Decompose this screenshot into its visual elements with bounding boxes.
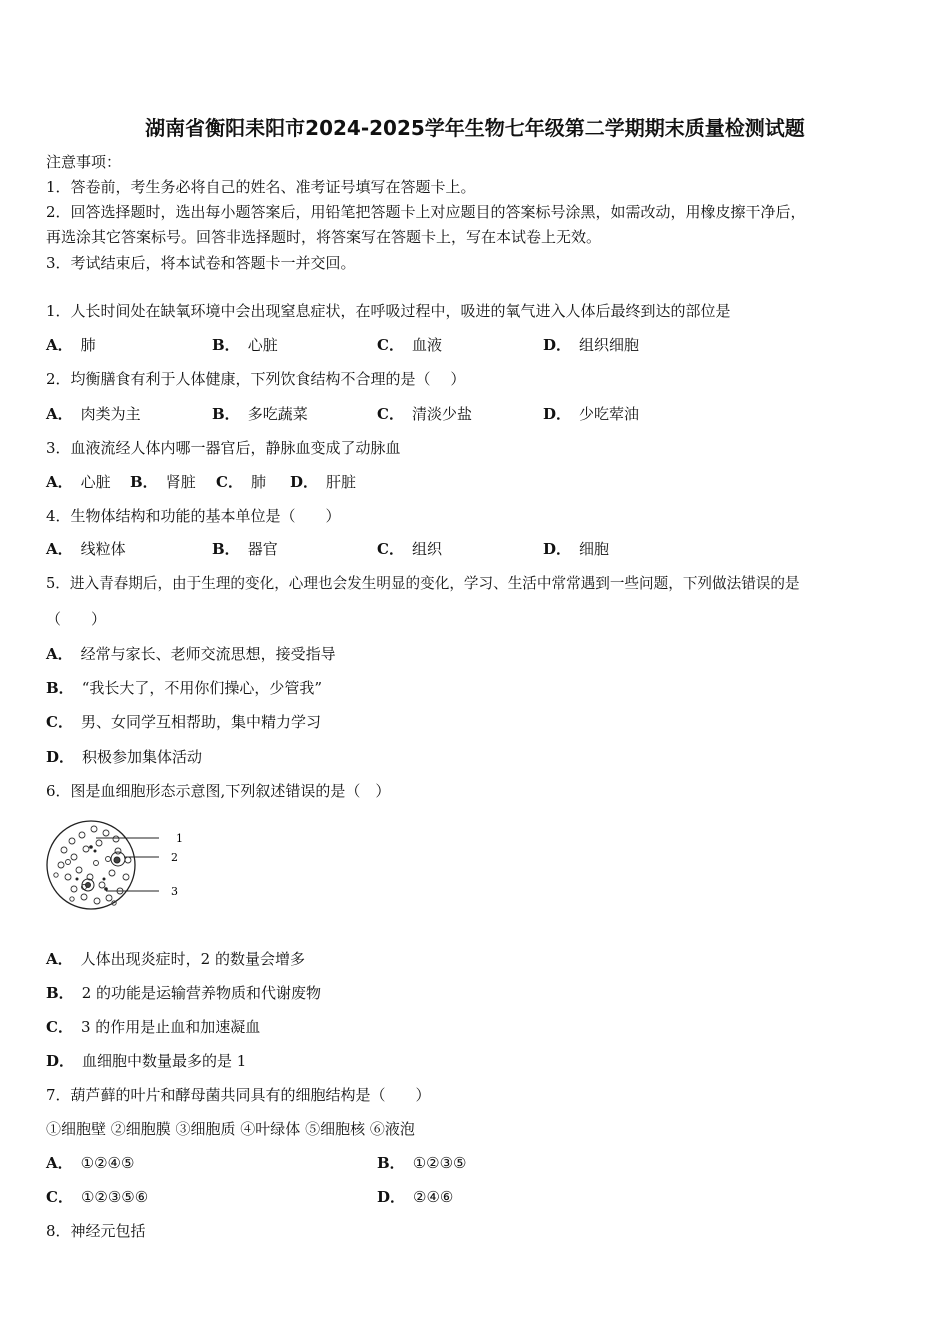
q5-option-c: C． 男、女同学互相帮助，集中精力学习	[46, 713, 321, 731]
question-1-stem: 1．人长时间处在缺氧环境中会出现窒息症状，在呼吸过程中，吸进的氧气进入人体后最终到达的部位是	[46, 302, 731, 320]
question-2-stem: 2．均衡膳食有利于人体健康，下列饮食结构不合理的是（ ）	[46, 370, 466, 388]
diagram-label-1: 1	[176, 832, 183, 845]
q5-option-d: D． 积极参加集体活动	[46, 748, 203, 766]
q1-option-a: A． 肺	[46, 336, 96, 354]
page-title: 湖南省衡阳耒阳市2024-2025学年生物七年级第二学期期末质量检测试题	[145, 116, 805, 140]
q6-option-b: B． 2 的功能是运输营养物质和代谢废物	[46, 984, 322, 1002]
question-8-stem: 8．神经元包括	[46, 1222, 146, 1240]
notice-item: 3．考试结束后，将本试卷和答题卡一并交回。	[46, 254, 356, 272]
notice-item: 1．答卷前，考生务必将自己的姓名、准考证号填写在答题卡上。	[46, 178, 476, 196]
q2-option-d: D． 少吃荤油	[543, 405, 640, 423]
q5-option-a: A． 经常与家长、老师交流思想，接受指导	[46, 645, 336, 663]
q6-option-c: C． 3 的作用是止血和加速凝血	[46, 1018, 261, 1036]
q6-option-d: D． 血细胞中数量最多的是 1	[46, 1052, 247, 1070]
notice-heading: 注意事项：	[46, 153, 122, 171]
q1-option-c: C． 血液	[377, 336, 442, 354]
q3-option-b: B． 肾脏	[130, 473, 196, 491]
notice-item: 2．回答选择题时，选出每小题答案后，用铅笔把答题卡上对应题目的答案标号涂黑，如需改动，用橡皮擦干净后，	[46, 203, 806, 221]
q7-option-c: C． ①②③⑤⑥	[46, 1188, 149, 1206]
q6-option-a: A． 人体出现炎症时，2 的数量会增多	[46, 950, 305, 968]
question-7-stem: 7．葫芦藓的叶片和酵母菌共同具有的细胞结构是（ ）	[46, 1086, 431, 1104]
q4-option-b: B． 器官	[212, 540, 278, 558]
white-blood-cells	[82, 852, 125, 891]
q3-option-c: C． 肺	[216, 473, 266, 491]
q2-option-a: A． 肉类为主	[46, 405, 141, 423]
question-4-stem: 4．生物体结构和功能的基本单位是（ ）	[46, 507, 341, 525]
platelets	[76, 845, 108, 891]
diagram-label-3: 3	[171, 885, 178, 898]
q1-option-d: D． 组织细胞	[543, 336, 640, 354]
diagram-label-2: 2	[171, 851, 178, 864]
q7-option-d: D． ②④⑥	[377, 1188, 454, 1206]
q4-option-c: C． 组织	[377, 540, 442, 558]
question-6-stem: 6．图是血细胞形态示意图,下列叙述错误的是（ ）	[46, 782, 391, 800]
blood-cell-diagram	[44, 815, 194, 915]
question-5-stem-cont: （ ）	[46, 610, 107, 628]
notice-item: 再选涂其它答案标号。回答非选择题时，将答案写在答题卡上，写在本试卷上无效。	[46, 228, 602, 246]
q4-option-a: A． 线粒体	[46, 540, 126, 558]
q7-option-b: B． ①②③⑤	[377, 1154, 467, 1172]
question-7-items: ①细胞壁 ②细胞膜 ③细胞质 ④叶绿体 ⑤细胞核 ⑥液泡	[46, 1120, 415, 1138]
question-5-stem: 5．进入青春期后，由于生理的变化，心理也会发生明显的变化，学习、生活中常常遇到一些问题，下列做法错误的是	[46, 575, 800, 592]
q4-option-d: D． 细胞	[543, 540, 610, 558]
q3-option-d: D． 肝脏	[290, 473, 357, 491]
q3-option-a: A． 心脏	[46, 473, 111, 491]
q1-option-b: B． 心脏	[212, 336, 278, 354]
q2-option-b: B． 多吃蔬菜	[212, 405, 308, 423]
q7-option-a: A． ①②④⑤	[46, 1154, 135, 1172]
q2-option-c: C． 清淡少盐	[377, 405, 472, 423]
question-3-stem: 3．血液流经人体内哪一器官后，静脉血变成了动脉血	[46, 439, 401, 457]
q5-option-b: B． “我长大了，不用你们操心，少管我”	[46, 679, 323, 697]
